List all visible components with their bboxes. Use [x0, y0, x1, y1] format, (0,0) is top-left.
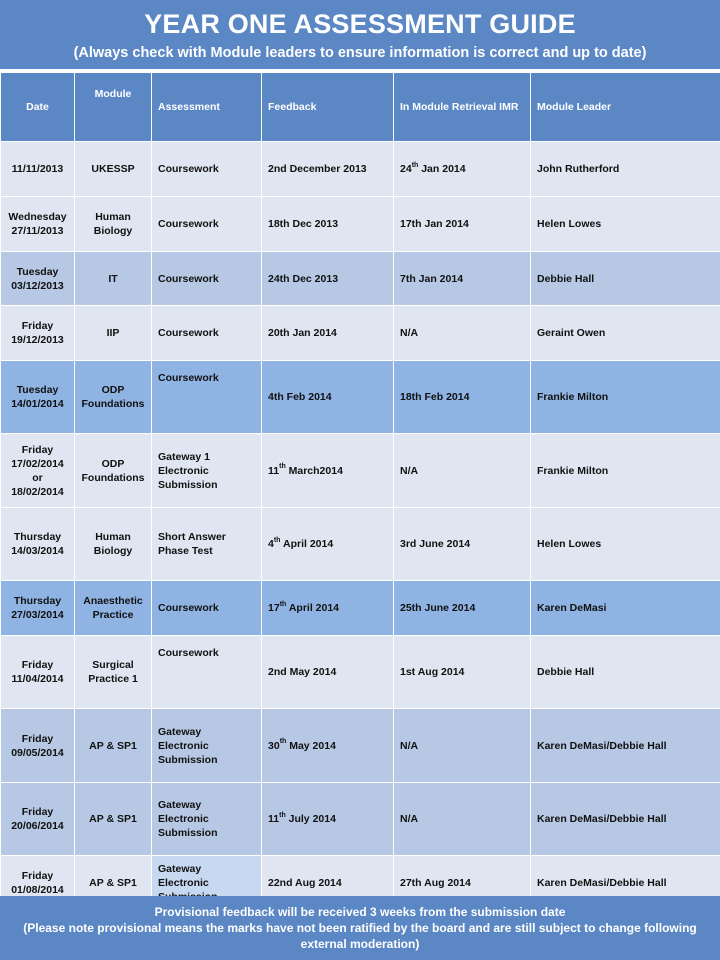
module-leader-cell [531, 142, 720, 197]
module-line: Biology [93, 225, 133, 237]
date-line: 18/02/2014 [11, 485, 64, 498]
module-line: Surgical [92, 659, 134, 671]
header-module-leader: Module Leader [531, 73, 720, 142]
table-row [1, 306, 720, 361]
feedback-cell [262, 709, 394, 783]
date-cell [1, 508, 75, 581]
date-cell [1, 361, 75, 434]
module-leader-cell [531, 252, 720, 306]
retrieval-cell [394, 709, 531, 783]
module-leader-text: Helen Lowes [537, 538, 602, 550]
module-leader-cell [531, 306, 720, 361]
feedback-text: 4th Feb 2014 [268, 391, 332, 403]
date-line: Thursday [13, 595, 62, 607]
assessment-cell [152, 581, 262, 636]
date-line: Friday [21, 870, 54, 882]
date-cell [1, 783, 75, 856]
module-leader-text: Debbie Hall [537, 666, 595, 678]
module-leader-text: Helen Lowes [537, 218, 602, 230]
date-line: Friday [21, 320, 54, 332]
retrieval-text: 1st Aug 2014 [400, 666, 465, 678]
retrieval-text: 24 [400, 163, 412, 175]
module-line: IT [108, 272, 118, 285]
table-row [1, 581, 720, 636]
retrieval-cell [394, 142, 531, 197]
assessment-line: Submission [158, 478, 218, 491]
assessment-line: Short Answer [158, 531, 226, 543]
retrieval-cell [394, 508, 531, 581]
retrieval-cell [394, 361, 531, 434]
date-line: Friday [21, 659, 54, 671]
module-line: AP & SP1 [89, 739, 137, 752]
assessment-cell [152, 252, 262, 306]
feedback-superscript: th [279, 811, 286, 819]
date-line: Friday [21, 443, 54, 456]
table-row [1, 197, 720, 252]
module-line: Anaesthetic [83, 595, 143, 607]
date-line: 17/02/2014 [11, 457, 64, 470]
module-leader-text: Frankie Milton [537, 464, 609, 477]
footer-disclaimer: (Please note provisional means the marks have not been ratified by the board and are still subject to change following external moderation) [23, 921, 697, 951]
module-leader-text: Debbie Hall [537, 272, 595, 285]
feedback-cell [262, 434, 394, 508]
retrieval-text: 27th Aug 2014 [400, 877, 471, 889]
assessment-line: Coursework [158, 163, 219, 175]
feedback-cell [262, 636, 394, 709]
feedback-cell [262, 783, 394, 856]
feedback-text: 20th Jan 2014 [268, 327, 337, 339]
module-leader-cell [531, 361, 720, 434]
feedback-text: 30 [268, 739, 280, 752]
feedback-text: 11 [268, 813, 280, 825]
feedback-text-rest: April 2014 [280, 538, 334, 550]
feedback-superscript: th [279, 600, 287, 608]
assessment-line: Submission [158, 753, 218, 766]
module-cell [75, 434, 152, 508]
module-line: UKESSP [91, 163, 135, 175]
module-cell [75, 709, 152, 783]
feedback-cell [262, 252, 394, 306]
retrieval-text: N/A [400, 813, 419, 825]
module-leader-cell [531, 508, 720, 581]
date-line: 27/03/2014 [11, 609, 64, 621]
assessment-line: Electronic [158, 877, 209, 889]
module-cell [75, 783, 152, 856]
module-leader-text: Karen DeMasi/Debbie Hall [537, 813, 667, 825]
retrieval-cell [394, 581, 531, 636]
table-row [1, 252, 720, 306]
module-line: Foundations [81, 471, 145, 484]
assessment-line: Phase Test [158, 545, 213, 557]
assessment-line: Electronic [158, 813, 209, 825]
date-line: 27/11/2013 [11, 225, 64, 237]
module-line: Practice [92, 609, 134, 621]
assessment-line: Gateway [158, 799, 202, 811]
feedback-text-rest: July 2014 [285, 813, 336, 825]
date-line: 11/04/2014 [11, 673, 64, 685]
date-cell [1, 306, 75, 361]
feedback-text-rest: April 2014 [286, 602, 340, 614]
feedback-text: 4 [268, 538, 274, 550]
date-line: Friday [21, 806, 54, 818]
date-cell [1, 434, 75, 508]
assessment-line: Coursework [158, 327, 219, 339]
date-line: Thursday [13, 531, 62, 543]
header-module: Module [75, 73, 152, 142]
assessment-line: Coursework [158, 602, 219, 614]
module-leader-cell [531, 709, 720, 783]
feedback-cell [262, 508, 394, 581]
module-leader-text: Karen DeMasi/Debbie Hall [537, 739, 667, 752]
assessment-table [0, 72, 720, 911]
assessment-line: Gateway 1 [158, 450, 210, 463]
table-row [1, 361, 720, 434]
retrieval-text: 25th June 2014 [400, 602, 476, 614]
feedback-superscript: th [279, 738, 287, 745]
table-row [1, 783, 720, 856]
module-line: AP & SP1 [89, 877, 137, 889]
retrieval-text-rest: Jan 2014 [418, 163, 466, 175]
date-line: Tuesday [16, 384, 59, 396]
module-cell [75, 197, 152, 252]
assessment-line: Electronic [158, 464, 209, 477]
module-line: Practice 1 [88, 673, 138, 685]
retrieval-cell [394, 306, 531, 361]
header-feedback: Feedback [262, 73, 394, 142]
module-cell [75, 252, 152, 306]
module-leader-text: Karen DeMasi [537, 602, 607, 614]
table-row [1, 636, 720, 709]
date-cell [1, 142, 75, 197]
retrieval-text: N/A [400, 464, 419, 477]
module-line: IIP [106, 327, 120, 339]
module-leader-cell [531, 783, 720, 856]
feedback-text: 24th Dec 2013 [268, 272, 339, 285]
feedback-cell [262, 197, 394, 252]
date-line: 09/05/2014 [11, 746, 64, 759]
feedback-text: 17 [268, 602, 280, 614]
feedback-text: 18th Dec 2013 [268, 218, 339, 230]
assessment-line: Gateway [158, 863, 202, 875]
footer-note: Provisional feedback will be received 3 weeks from the submission date [154, 905, 566, 919]
feedback-superscript: th [273, 536, 281, 544]
date-line: Tuesday [16, 265, 59, 278]
date-line: 14/03/2014 [11, 545, 64, 557]
assessment-cell [152, 783, 262, 856]
date-line: 14/01/2014 [11, 398, 64, 410]
retrieval-text: N/A [400, 739, 419, 752]
retrieval-superscript: th [411, 161, 419, 169]
assessment-line: Electronic [158, 739, 209, 752]
date-line: 01/08/2014 [11, 884, 64, 896]
assessment-cell [152, 197, 262, 252]
assessment-line: Coursework [158, 272, 219, 285]
feedback-text: 11 [268, 464, 280, 477]
date-line: Friday [21, 732, 54, 745]
assessment-cell [152, 709, 262, 783]
module-line: AP & SP1 [89, 813, 137, 825]
feedback-text-rest: March2014 [285, 464, 343, 477]
date-line: 03/12/2013 [11, 279, 64, 292]
module-cell [75, 508, 152, 581]
assessment-line: Coursework [158, 647, 219, 659]
table-body [1, 142, 720, 911]
module-line: Biology [93, 545, 133, 557]
date-line: or [32, 471, 43, 484]
assessment-line: Coursework [158, 218, 219, 230]
module-cell [75, 306, 152, 361]
assessment-cell [152, 636, 262, 709]
retrieval-cell [394, 197, 531, 252]
module-leader-cell [531, 581, 720, 636]
header-date: Date [1, 73, 75, 142]
retrieval-text: N/A [400, 327, 419, 339]
assessment-line: Submission [158, 827, 218, 839]
feedback-superscript: th [279, 463, 286, 470]
feedback-text-rest: May 2014 [286, 739, 336, 752]
module-leader-cell [531, 636, 720, 709]
feedback-text: 22nd Aug 2014 [268, 877, 342, 889]
page-header [0, 0, 720, 69]
date-line: Wednesday [8, 211, 67, 223]
table-row [1, 709, 720, 783]
feedback-text: 2nd May 2014 [268, 666, 337, 678]
feedback-text: 2nd December 2013 [268, 163, 367, 175]
module-cell [75, 142, 152, 197]
header-assessment: Assessment [152, 73, 262, 142]
retrieval-text: 18th Feb 2014 [400, 391, 470, 403]
date-line: 19/12/2013 [11, 334, 64, 346]
module-cell [75, 361, 152, 434]
module-leader-text: Geraint Owen [537, 327, 606, 339]
header-retrieval: In Module Retrieval IMR [394, 73, 531, 142]
module-line: Foundations [81, 398, 145, 410]
feedback-cell [262, 306, 394, 361]
assessment-cell [152, 361, 262, 434]
retrieval-cell [394, 783, 531, 856]
assessment-line: Gateway [158, 725, 202, 738]
date-cell [1, 581, 75, 636]
table-header-row [1, 73, 720, 142]
retrieval-cell [394, 434, 531, 508]
module-leader-text: Frankie Milton [537, 391, 609, 403]
assessment-cell [152, 142, 262, 197]
date-cell [1, 197, 75, 252]
table-row [1, 434, 720, 508]
page-subtitle: (Always check with Module leaders to ensure information is correct and up to date) [73, 45, 647, 61]
module-line: Human [95, 531, 131, 543]
module-leader-cell [531, 197, 720, 252]
assessment-cell [152, 434, 262, 508]
retrieval-text: 7th Jan 2014 [400, 272, 464, 285]
date-cell [1, 252, 75, 306]
assessment-line: Coursework [158, 372, 219, 384]
module-leader-text: Karen DeMasi/Debbie Hall [537, 877, 667, 889]
retrieval-text: 17th Jan 2014 [400, 218, 469, 230]
module-leader-cell [531, 434, 720, 508]
table-row [1, 142, 720, 197]
page-footer [0, 896, 720, 960]
date-line: 20/06/2014 [11, 820, 64, 832]
date-cell [1, 709, 75, 783]
module-cell [75, 581, 152, 636]
feedback-cell [262, 142, 394, 197]
table-row [1, 508, 720, 581]
module-line: ODP [101, 384, 125, 396]
feedback-cell [262, 361, 394, 434]
feedback-cell [262, 581, 394, 636]
module-line: Human [95, 211, 131, 223]
date-line: 11/11/2013 [11, 163, 64, 175]
page-title: YEAR ONE ASSESSMENT GUIDE [144, 9, 576, 39]
assessment-cell [152, 306, 262, 361]
module-line: ODP [101, 457, 125, 470]
module-leader-text: John Rutherford [537, 163, 620, 175]
module-cell [75, 636, 152, 709]
retrieval-cell [394, 252, 531, 306]
retrieval-cell [394, 636, 531, 709]
retrieval-text: 3rd June 2014 [400, 538, 471, 550]
assessment-cell [152, 508, 262, 581]
date-cell [1, 636, 75, 709]
